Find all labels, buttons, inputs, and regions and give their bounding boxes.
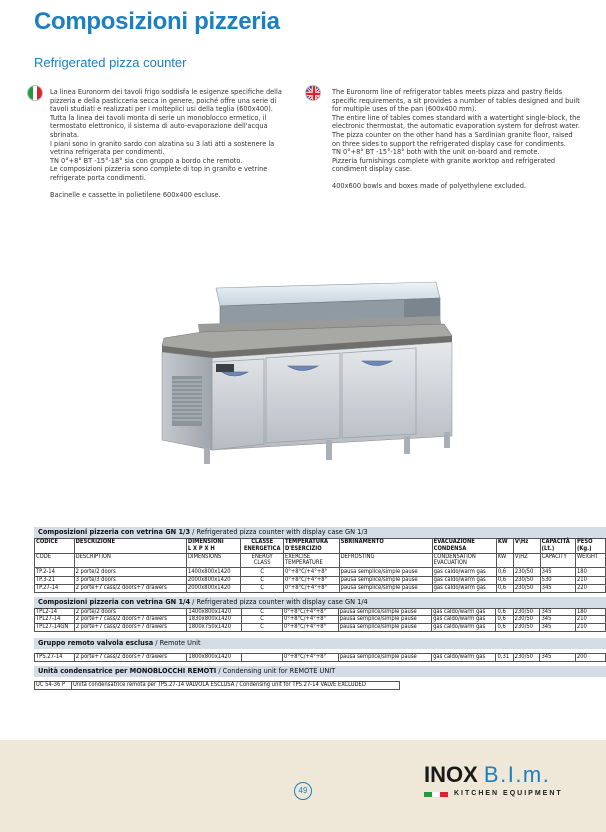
section-title-rest: / Refrigerated pizza counter with display case GN 1/4 [190, 597, 368, 606]
cell-desc: 2 porte/2 doors [74, 608, 187, 616]
cell-kw: 0,6 [496, 624, 513, 632]
cell-capacity: 345 [540, 624, 575, 632]
intro-it-paragraph: Le composizioni pizzeria sono complete di top in granito e vetrine refrigerate porta condimenti. [50, 165, 268, 182]
header-cell: PESO (Kg.) [575, 539, 605, 554]
header-cell: DEFROSTING [339, 553, 432, 568]
cell-temp: 0°+8°C/+4°+8° [283, 568, 339, 577]
cell-kw: 0,31 [496, 653, 513, 661]
cell-vhz: 230/50 [513, 584, 540, 592]
cell-class: C [241, 584, 283, 592]
cell-kw: 0,6 [496, 616, 513, 624]
section-header-gn13 [34, 527, 606, 538]
table-header-row-en [35, 553, 606, 568]
intro-en-paragraph: The Euronorm line of refrigerator tables meets pizza and pastry fields specific requirements, a sit provides a number of tables designed and built for multiple uses of the pan (600x400 mm). [332, 88, 580, 114]
table-row [35, 576, 606, 584]
spec-table-gn14 [34, 608, 606, 632]
spec-table-remote [34, 653, 606, 662]
cell-class: C [242, 616, 283, 624]
cell-capacity: 345 [540, 568, 575, 577]
table-row [35, 584, 606, 592]
intro-en-paragraph: TN 0°+8° BT -15°-18° both with the unit on-board and remote. [332, 148, 540, 157]
intro-en-paragraph: The entire line of tables comes standard with a watertight single-block, the electronic thermostat, the automatic evaporation system for defrost water. [332, 113, 581, 131]
cell-capacity: 345 [540, 616, 575, 624]
cell-kw: 0,6 [496, 568, 513, 577]
header-cell: KW [496, 539, 513, 554]
cell-desc: 2 porte+7 cass/2 doors+7 drawers [74, 584, 186, 592]
intro-it-paragraph: I piani sono in granito sardo con alzatina su 3 lati atti a sostenere la vetrina refrigerata per condimenti. [50, 139, 275, 157]
cell-kw: 0,6 [496, 608, 513, 616]
cell-code: TPL27-14 [35, 616, 75, 624]
cell-dim: 1400x800x1420 [186, 568, 241, 577]
cell-class: C [242, 624, 283, 632]
cell-defrost: pausa semplice/simple pause [338, 616, 431, 624]
cell-temp: 0°+8°C/+4°+8° [282, 608, 338, 616]
cell-code: TPL2-14 [35, 608, 75, 616]
table-row [35, 653, 606, 661]
cell-temp: 0°+8°C/+4°+8° [282, 624, 338, 632]
pizza-counter-image [158, 280, 454, 480]
cell-code: TP.27-14 [35, 584, 75, 592]
table-row [35, 681, 400, 689]
header-cell: CODE [35, 553, 75, 568]
cell-code: UC 54-36 P [35, 681, 72, 689]
brand-logo [424, 762, 578, 804]
section-title-bold: Gruppo remoto valvola esclusa [38, 638, 154, 647]
cell-code: TP.3-21 [35, 576, 75, 584]
cell-dim: 1400x800x1420 [187, 608, 242, 616]
cell-dim: 1800x750x1420 [187, 624, 242, 632]
logo-blm: B.I.m. [483, 762, 551, 787]
table-row [35, 624, 606, 632]
header-cell: CONDENSATION EVACUATION [432, 553, 496, 568]
header-cell: DESCRIPTION [74, 553, 186, 568]
cell-evac: gas caldo/warm gas [432, 576, 496, 584]
page-number: 49 [294, 782, 312, 800]
cell-defrost: pausa semplice/simple pause [339, 576, 432, 584]
cell-dim: 2000x800x1420 [186, 576, 241, 584]
section-title-bold: Unità condensatrice per MONOBLOCCHI REMOTI [38, 666, 217, 675]
intro-it-paragraph: Bacinelle e cassette in polietilene 600x400 escluse. [50, 190, 221, 199]
intro-it-paragraph: TN 0°+8° BT -15°-18° sia con gruppo a bordo che remoto. [50, 156, 243, 165]
cell-evac: gas caldo/warm gas [432, 568, 496, 577]
cell-defrost: pausa semplice/simple pause [338, 624, 431, 632]
header-cell: EVACUAZIONE CONDENSA [432, 539, 496, 554]
cell-class: C [242, 608, 283, 616]
cell-evac: gas caldo/warm gas [432, 584, 496, 592]
header-cell: SBRINAMENTO [339, 539, 432, 554]
intro-it-paragraph: La linea Euronorm dei tavoli frigo soddisfa le esigenze specifiche della pizzeria e della pasticceria secca in genere, poiché offre una serie di tavoli studiati e realizzati per i molteplici usi della teglia (600x400). [50, 88, 282, 114]
section-title-bold: Composizioni pizzeria con vetrina GN 1/3 [38, 528, 191, 536]
intro-it-paragraph: Tutta la linea dei tavoli monta di serie un monoblocco ermetico, il termostato elettronico, il sistema di auto-evaporazione dell'acqua sbrinata. [50, 113, 268, 139]
cell-class: C [241, 576, 283, 584]
cell-temp: 0°+8°C/+4°+8° [283, 584, 339, 592]
logo-brand: INOX [424, 762, 478, 787]
cell-desc: 2 porte+7 cass/2 doors+7 drawers [74, 653, 187, 661]
table-header-row [35, 539, 606, 554]
cell-vhz: 230/50 [513, 608, 540, 616]
cell-dim: 1830x800x1420 [187, 616, 242, 624]
cell-defrost: pausa semplice/simple pause [338, 653, 431, 661]
cell-dim: 1800x800x1420 [187, 653, 242, 661]
cell-temp: 0°+8°C/+4°+8° [282, 653, 338, 661]
italian-flag-icon [27, 85, 43, 101]
cell-weight: 210 [575, 576, 605, 584]
uk-flag-icon [305, 85, 321, 101]
header-cell: CODICE [35, 539, 75, 554]
table-row [35, 568, 606, 577]
cell-vhz: 230/50 [513, 576, 540, 584]
intro-en-paragraph: 400x600 bowls and boxes made of polyethylene excluded. [332, 181, 526, 190]
cell-class [242, 653, 283, 661]
cell-vhz: 230/50 [513, 568, 540, 577]
section-header-remote [34, 638, 606, 649]
cell-desc: Unità condensatrice remota per TPS.27-14 VALVOLA ESCLUSA / Condensing unit for TPS.27-14 VALVE EXCLUDED [72, 681, 400, 689]
intro-text-italian [50, 88, 290, 199]
page-title: Composizioni pizzeria [34, 8, 280, 35]
section-title-rest: / Condensing unit for REMOTE UNIT [216, 666, 336, 675]
section-header-gn14 [34, 597, 606, 608]
header-cell: TEMPERATURA D'ESERCIZIO [283, 539, 339, 554]
cell-weight: 210 [575, 616, 605, 624]
header-cell: DIMENSIONS [186, 553, 241, 568]
cell-vhz: 230/50 [513, 616, 540, 624]
cell-weight: 180 [575, 608, 605, 616]
product-spec-tables [34, 527, 606, 690]
header-cell: DIMENSIONI L X P X H [186, 539, 241, 554]
logo-flag-icon [424, 792, 448, 797]
cell-weight: 210 [575, 624, 605, 632]
logo-wordmark [424, 762, 550, 788]
cell-code: TPL27-14GN [35, 624, 75, 632]
cell-evac: gas caldo/warm gas [432, 616, 496, 624]
cell-evac: gas caldo/warm gas [432, 608, 496, 616]
header-cell: KW [496, 553, 513, 568]
cell-weight: 180 [575, 568, 605, 577]
cell-weight: 220 [575, 584, 605, 592]
header-cell: V\HZ [513, 553, 540, 568]
cell-desc: 2 porte+7 cass/2 doors+7 drawers [74, 616, 187, 624]
cell-kw: 0,6 [496, 584, 513, 592]
cell-capacity: 530 [540, 576, 575, 584]
section-title-bold: Composizioni pizzeria con vetrina GN 1/4 [38, 597, 191, 606]
cell-temp: 0°+8°C/+4°+8° [283, 576, 339, 584]
header-cell: ENERGY CLASS [241, 553, 283, 568]
header-cell: EXERCISE TEMPERATURE [283, 553, 339, 568]
cell-code: TP.2-14 [35, 568, 75, 577]
cell-class: C [241, 568, 283, 577]
cell-desc: 3 porte/3 doors [74, 576, 186, 584]
cell-code: TPS.27-14 [35, 653, 75, 661]
table-row [35, 616, 606, 624]
spec-table-gn13 [34, 538, 606, 593]
cell-capacity: 345 [540, 608, 575, 616]
cell-temp: 0°+8°C/+4°+8° [282, 616, 338, 624]
cell-evac: gas caldo/warm gas [432, 653, 496, 661]
intro-en-paragraph: The pizza counter on the other hand has a Sardinian granite floor, raised on three sides to support the refrigerated display case for condiments. [332, 130, 573, 148]
cell-vhz: 230/50 [513, 624, 540, 632]
intro-en-paragraph: Pizzeria furnishings complete with granite worktop and refrigerated condiment display case. [332, 156, 556, 174]
cell-defrost: pausa semplice/simple pause [338, 608, 431, 616]
header-cell: DESCRIZIONE [74, 539, 186, 554]
header-cell: CLASSE ENERGETICA [241, 539, 283, 554]
cell-defrost: pausa semplice/simple pause [339, 568, 432, 577]
cell-weight: 200 [575, 653, 605, 661]
section-title-rest: / Remote Unit [153, 638, 201, 647]
spec-table-condensing-unit [34, 681, 400, 690]
logo-tagline: KITCHEN EQUIPMENT [454, 790, 563, 797]
table-row [35, 608, 606, 616]
header-cell: V\Hz [513, 539, 540, 554]
cell-capacity: 345 [540, 584, 575, 592]
cell-evac: gas caldo/warm gas [432, 624, 496, 632]
cell-capacity: 345 [540, 653, 575, 661]
section-header-condensing-unit [34, 666, 606, 677]
cell-desc: 2 porte+7 cass/2 doors+7 drawers [74, 624, 187, 632]
header-cell: CAPACITY [540, 553, 575, 568]
page-subtitle: Refrigerated pizza counter [34, 55, 187, 70]
header-cell: WEIGHT [575, 553, 605, 568]
header-cell: CAPACITÀ (Lt.) [540, 539, 575, 554]
cell-defrost: pausa semplice/simple pause [339, 584, 432, 592]
intro-text-english [332, 88, 582, 191]
cell-dim: 2000x800x1420 [186, 584, 241, 592]
cell-desc: 2 porte/2 doors [74, 568, 186, 577]
cell-kw: 0,6 [496, 576, 513, 584]
section-title-rest: / Refrigerated pizza counter with display case GN 1/3 [190, 528, 368, 536]
cell-vhz: 230/50 [513, 653, 540, 661]
